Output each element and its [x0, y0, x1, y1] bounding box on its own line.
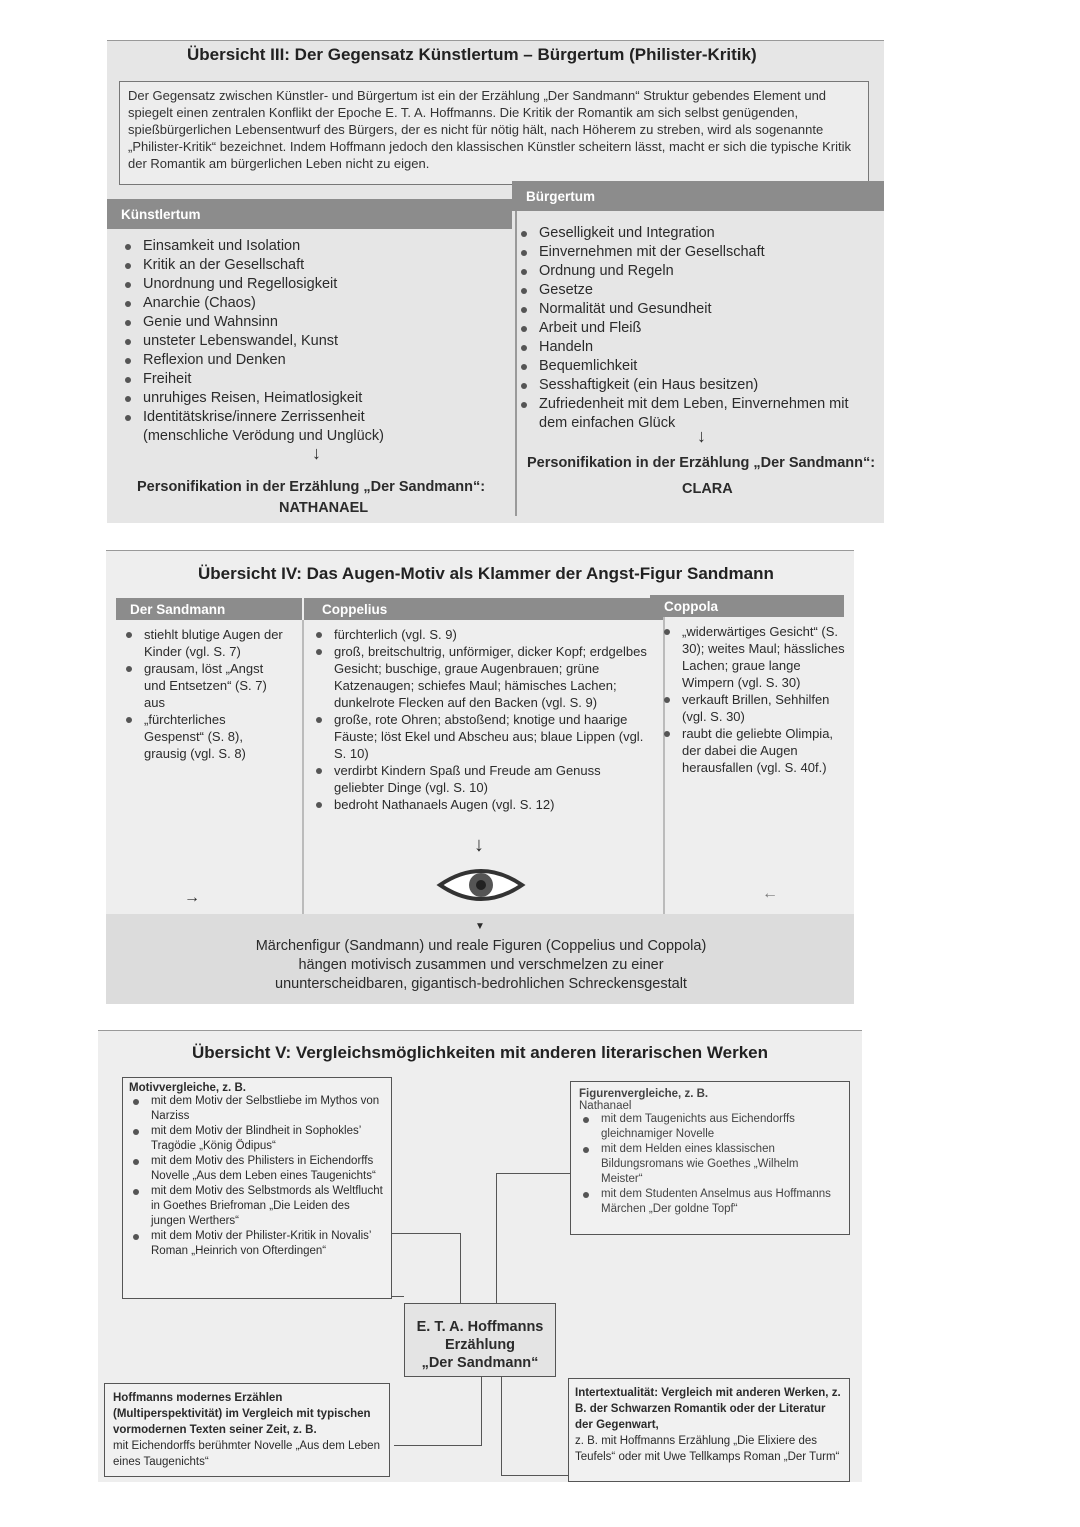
list-item: unruhiges Reisen, Heimatlosigkeit: [121, 389, 501, 408]
central-work-box: [404, 1303, 556, 1377]
motif-heading: Motivvergleiche, z. B.: [129, 1082, 246, 1094]
bourgeois-list: [517, 224, 877, 433]
list-item: Gesetze: [517, 281, 877, 300]
central-work-line: Erzählung: [444, 1337, 516, 1353]
list-item: Kritik an der Gesellschaft: [121, 256, 501, 275]
coppelius-list: [312, 626, 652, 813]
list-item: Bequemlichkeit: [517, 357, 877, 376]
conclusion-line: ununterscheidbaren, gigantisch-bedrohlichen Schreckensgestalt: [275, 976, 687, 992]
list-item: große, rote Ohren; abstoßend; knotige und haarige Fäuste; löst Ekel und Abscheu aus; blaue Lippen (vgl. S. 10): [312, 711, 652, 762]
overview-4-title: Übersicht IV: Das Augen-Motiv als Klammer der Angst-Figur Sandmann: [198, 564, 774, 583]
artist-arrow: ↓: [312, 443, 321, 463]
connector: [460, 1233, 461, 1304]
list-item: Geselligkeit und Integration: [517, 224, 877, 243]
connector: [501, 1376, 502, 1476]
eye-icon: [436, 865, 526, 905]
list-item: „fürchterliches Gespenst“ (S. 8), grausig (vgl. S. 8): [122, 711, 287, 762]
bourgeois-personification: Personifikation in der Erzählung „Der Sandmann“:: [527, 455, 876, 471]
sandmann-list: [122, 626, 287, 762]
small-arrow: ▼: [475, 921, 485, 932]
list-item: Zufriedenheit mit dem Leben, Einvernehmen mit dem einfachen Glück: [517, 395, 877, 433]
figure-heading: Figurenvergleiche, z. B.: [579, 1088, 709, 1100]
list-item: stiehlt blutige Augen der Kinder (vgl. S. 7): [122, 626, 287, 660]
list-item: groß, breitschultrig, unförmiger, dicker Kopf; erdgelbes Gesicht; buschige, graue Augenbrauen; grüne Katzenaugen; schiefes Maul; hämisches Lachen; dunkelrote Flecken auf den Backen (vgl. S. 9): [312, 643, 652, 711]
eye-arrow: ↓: [474, 834, 484, 856]
sandmann-column-heading: Der Sandmann: [116, 598, 302, 620]
list-item: Ordnung und Regeln: [517, 262, 877, 281]
overview-3-panel: [107, 40, 884, 523]
modern-narration-box: [104, 1383, 390, 1477]
intertextuality-box: [568, 1378, 850, 1482]
list-item: Reflexion und Denken: [121, 351, 501, 370]
list-item: unsteter Lebenswandel, Kunst: [121, 332, 501, 351]
list-item: verdirbt Kindern Spaß und Freude am Genuss geliebter Dinge (vgl. S. 10): [312, 762, 652, 796]
list-item: raubt die geliebte Olimpia, der dabei die Augen herausfallen (vgl. S. 40f.): [660, 725, 850, 776]
modern-heading: Hoffmanns modernes Erzählen (Multiperspektivität) im Vergleich mit typischen vormodernen Texten seiner Zeit, z. B.: [113, 1392, 371, 1436]
overview-3-intro: Der Gegensatz zwischen Künstler- und Bürgertum ist ein der Erzählung „Der Sandmann“ Struktur gebendes Element und spiegelt einen zentralen Konflikt der Epoche E. T. A. Hoffmanns. Die Kritik der Romantik am sich selbst genügenden, spießbürgerlichen Lebensentwurf des Bürgers, der es nicht für nötig hält, nach Höherem zu streben, wird als sogenannte „Philister-Kritik“ bezeichnet. Indem Hoffmann jedoch den klassischen Künstler scheitern lässt, macht er sich die typische Kritik der Romantik am bürgerlichen Leben nicht zu eigen.: [119, 81, 869, 185]
figure-list: [579, 1112, 841, 1217]
list-item: verkauft Brillen, Sehhilfen (vgl. S. 30): [660, 691, 850, 725]
bourgeois-name: CLARA: [682, 481, 733, 497]
coppelius-column-heading: Coppelius: [304, 598, 664, 620]
conclusion-line: hängen motivisch zusammen und verschmelzen zu einer: [298, 957, 664, 973]
overview-5-panel: [98, 1030, 862, 1482]
central-work-line: E. T. A. Hoffmanns: [416, 1319, 544, 1335]
list-item: Sesshaftigkeit (ein Haus besitzen): [517, 376, 877, 395]
artist-name: NATHANAEL: [279, 500, 369, 516]
list-item: Einsamkeit und Isolation: [121, 237, 501, 256]
coppola-column-heading: Coppola: [650, 595, 844, 617]
list-item: mit dem Taugenichts aus Eichendorffs gleichnamiger Novelle: [579, 1112, 841, 1142]
intertext-heading: Intertextualität: Vergleich mit anderen Werken, z. B. der Schwarzen Romantik oder der Literatur der Gegenwart,: [575, 1387, 841, 1431]
list-item: mit dem Motiv des Philisters in Eichendorffs Novelle „Aus dem Leben eines Taugenichts“: [129, 1154, 385, 1184]
list-item: mit dem Helden eines klassischen Bildungsromans wie Goethes „Wilhelm Meister“: [579, 1142, 841, 1187]
connector: [394, 1445, 482, 1446]
list-item: Einvernehmen mit der Gesellschaft: [517, 243, 877, 262]
left-arrow: →: [184, 889, 200, 906]
central-work-line: „Der Sandmann“: [421, 1355, 539, 1371]
intertext-text: z. B. mit Hoffmanns Erzählung „Die Elixiere des Teufels“ oder mit Uwe Tellkamps Roman „Der Turm“: [575, 1435, 840, 1463]
overview-3-title: Übersicht III: Der Gegensatz Künstlertum – Bürgertum (Philister-Kritik): [187, 45, 757, 64]
list-item: mit dem Studenten Anselmus aus Hoffmanns Märchen „Der goldne Topf“: [579, 1187, 841, 1217]
artist-personification: Personifikation in der Erzählung „Der Sandmann“:: [137, 479, 486, 495]
list-item: fürchterlich (vgl. S. 9): [312, 626, 652, 643]
artist-list: [121, 237, 501, 446]
conclusion-text: [206, 937, 756, 994]
list-item: Identitätskrise/innere Zerrissenheit (menschliche Verödung und Unglück): [121, 408, 403, 446]
bourgeois-arrow: ↓: [697, 426, 706, 446]
connector: [481, 1376, 482, 1446]
list-item: Arbeit und Fleiß: [517, 319, 877, 338]
list-item: Handeln: [517, 338, 877, 357]
overview-4-panel: [106, 550, 854, 1003]
motif-comparison-box: [122, 1077, 392, 1299]
coppola-list: [660, 623, 850, 776]
overview-4-divider-1: [302, 620, 304, 914]
modern-text: mit Eichendorffs berühmter Novelle „Aus dem Leben eines Taugenichts“: [113, 1440, 380, 1468]
figure-subheading: Nathanael: [579, 1100, 632, 1112]
list-item: Freiheit: [121, 370, 501, 389]
list-item: Unordnung und Regellosigkeit: [121, 275, 501, 294]
connector: [496, 1173, 497, 1303]
list-item: mit dem Motiv der Blindheit in Sophokles’ Tragödie „König Ödipus“: [129, 1124, 385, 1154]
bourgeois-column-heading: Bürgertum: [512, 181, 884, 211]
overview-5-title: Übersicht V: Vergleichsmöglichkeiten mit anderen literarischen Werken: [192, 1043, 768, 1062]
list-item: mit dem Motiv der Selbstliebe im Mythos von Narziss: [129, 1094, 385, 1124]
list-item: bedroht Nathanaels Augen (vgl. S. 12): [312, 796, 652, 813]
connector: [390, 1296, 404, 1297]
connector: [390, 1233, 460, 1234]
list-item: Genie und Wahnsinn: [121, 313, 501, 332]
list-item: mit dem Motiv des Selbstmords als Weltflucht in Goethes Briefroman „Die Leiden des jungen Werthers“: [129, 1184, 385, 1229]
list-item: Anarchie (Chaos): [121, 294, 501, 313]
list-item: grausam, löst „Angst und Entsetzen“ (S. 7) aus: [122, 660, 287, 711]
conclusion-line: Märchenfigur (Sandmann) und reale Figuren (Coppelius und Coppola): [255, 938, 707, 954]
right-arrow: ←: [762, 885, 778, 902]
connector: [501, 1475, 573, 1476]
figure-comparison-box: [570, 1081, 850, 1235]
list-item: mit dem Motiv der Philister-Kritik in Novalis’ Roman „Heinrich von Ofterdingen“: [129, 1229, 385, 1259]
motif-list: [129, 1094, 385, 1259]
artist-column-heading: Künstlertum: [107, 199, 512, 229]
connector: [496, 1173, 572, 1174]
list-item: Normalität und Gesundheit: [517, 300, 877, 319]
list-item: „widerwärtiges Gesicht“ (S. 30); weites Maul; hässliches Lachen; graue lange Wimpern (vgl. S. 30): [660, 623, 850, 691]
